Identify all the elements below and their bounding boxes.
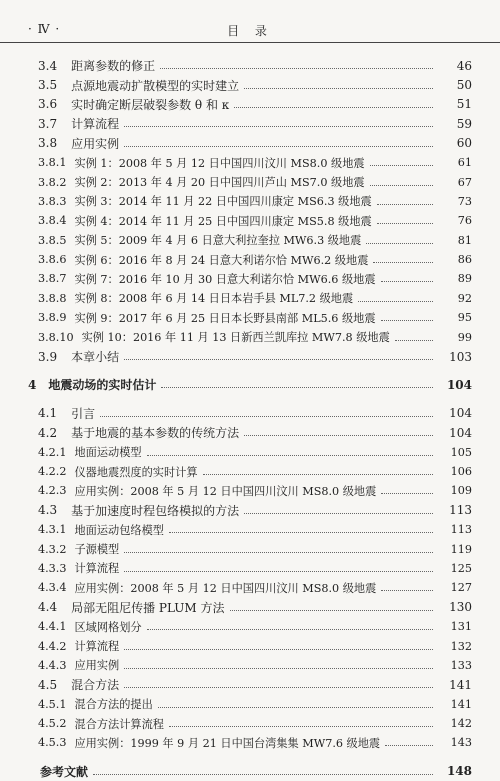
toc-entry-page: 73 <box>457 194 472 208</box>
dot-leader <box>169 726 433 727</box>
dot-leader <box>124 668 433 669</box>
toc-entry-page: 131 <box>450 620 472 634</box>
dot-leader <box>385 745 433 746</box>
dot-leader <box>373 262 433 263</box>
toc-entry-number: 3.8.1 <box>38 156 67 170</box>
toc-entry-number: 4.4.1 <box>38 620 67 634</box>
toc-entry-page: 127 <box>450 581 472 595</box>
toc-entry-title: 实例 4：2014 年 11 月 25 日中国四川康定 MS5.8 级地震 <box>74 214 372 228</box>
toc-entry[interactable] <box>0 327 500 346</box>
toc-entry[interactable] <box>0 269 500 288</box>
toc-entry[interactable] <box>0 95 500 114</box>
toc-entry-page: 148 <box>446 764 472 779</box>
toc-entry[interactable] <box>0 598 500 617</box>
toc-entry-number: 4.5.1 <box>38 697 67 711</box>
toc-entry-page: 130 <box>449 600 472 615</box>
toc-entry-title: 实例 5：2009 年 4 月 6 日意大利拉奎拉 MW6.3 级地震 <box>74 234 362 248</box>
toc-entry-title: 混合方法计算流程 <box>74 717 164 731</box>
dot-leader <box>124 649 433 650</box>
toc-entry-number: 3.8.2 <box>38 175 67 189</box>
toc-entry-title: 地震动场的实时估计 <box>48 378 157 393</box>
toc-entry-title: 基于加速度时程包络模拟的方法 <box>71 503 240 518</box>
toc-entry-title: 基于地震的基本参数的传统方法 <box>71 426 240 441</box>
toc-entry-title: 实例 2：2013 年 4 月 20 日中国四川芦山 MS7.0 级地震 <box>74 176 365 190</box>
dot-leader <box>100 416 433 417</box>
toc-entry-number: 4.4.3 <box>38 658 67 672</box>
toc-entry-number: 3.8 <box>38 136 58 151</box>
toc-entry-page: 103 <box>449 349 472 364</box>
toc-entry-number: 4.2.1 <box>38 445 67 459</box>
toc-entry-page: 113 <box>450 523 472 537</box>
toc-entry-page: 61 <box>457 156 472 170</box>
toc-entry-number: 3.7 <box>38 116 58 131</box>
page-header-title: 目 录 <box>227 24 273 38</box>
toc-entry-number: 4 <box>28 377 37 392</box>
toc-entry-number: 3.6 <box>38 97 58 112</box>
dot-leader <box>93 774 433 775</box>
toc-entry-page: 86 <box>457 253 472 267</box>
dot-leader <box>358 301 433 302</box>
toc-entry[interactable] <box>0 404 500 423</box>
toc-entry-title: 实例 10：2016 年 11 月 13 日新西兰凯库拉 MW7.8 级地震 <box>81 331 390 345</box>
toc-entry-number: 3.9 <box>38 349 58 364</box>
toc-entry-page: 106 <box>450 465 472 478</box>
toc-entry-number: 3.8.6 <box>38 253 67 267</box>
dot-leader <box>124 146 433 147</box>
toc-entry[interactable] <box>0 481 500 500</box>
toc-entry[interactable] <box>0 192 500 211</box>
toc-entry[interactable] <box>0 442 500 461</box>
toc-entry-title: 实例 9：2017 年 6 月 25 日日本长野县南部 ML5.6 级地震 <box>74 311 376 325</box>
toc-entry-number: 4.5 <box>38 677 58 692</box>
dot-leader <box>124 687 433 688</box>
toc-entry-number: 3.8.8 <box>38 291 67 305</box>
toc-entry-number: 3.4 <box>38 58 58 73</box>
toc-entry[interactable] <box>0 520 500 539</box>
dot-leader <box>158 707 433 708</box>
toc-entry-title: 仪器地震烈度的实时计算 <box>74 465 198 479</box>
toc-entry-title: 应用实例 <box>71 136 120 151</box>
toc-entry[interactable] <box>0 578 500 597</box>
toc-entry-title: 实例 1：2008 年 5 月 12 日中国四川汶川 MS8.0 级地震 <box>74 156 365 170</box>
toc-entry-page: 119 <box>450 542 472 556</box>
dot-leader <box>169 532 433 533</box>
dot-leader <box>160 68 433 69</box>
toc-entry-page: 89 <box>457 272 472 286</box>
page-number-roman: · Ⅳ · <box>28 22 61 36</box>
dot-leader <box>381 590 433 591</box>
toc-entry-number: 4.2 <box>38 425 58 440</box>
toc-entry[interactable] <box>0 539 500 558</box>
toc-entry-page: 104 <box>449 406 472 421</box>
toc-entry-title: 计算流程 <box>71 117 120 132</box>
toc-entry-page: 113 <box>449 503 472 518</box>
dot-leader <box>381 281 433 282</box>
toc-entry-number: 4.2.3 <box>38 484 67 498</box>
toc-entry-page: 133 <box>450 658 472 672</box>
toc-entry[interactable] <box>0 172 500 191</box>
toc-entry-page: 142 <box>450 717 472 731</box>
dot-leader <box>161 387 433 388</box>
toc-entry-page: 59 <box>456 116 472 131</box>
toc-entry-number: 4.4 <box>38 600 58 615</box>
toc-entry-page: 141 <box>449 677 472 692</box>
toc-entry-number: 3.8.5 <box>38 233 67 247</box>
toc-entry-page: 95 <box>457 311 472 325</box>
dot-leader <box>147 629 433 630</box>
toc-entry[interactable] <box>0 114 500 133</box>
toc-entry[interactable] <box>0 733 500 752</box>
dot-leader <box>381 493 433 494</box>
toc-entry[interactable] <box>0 153 500 172</box>
toc-entry-title: 应用实例：2008 年 5 月 12 日中国四川汶川 MS8.0 级地震 <box>74 484 377 498</box>
toc-entry-number: 4.4.2 <box>38 639 67 653</box>
toc-entry-title: 局部无阻尼传播 PLUM 方法 <box>71 600 225 615</box>
toc-entry-number: 4.3 <box>38 503 58 518</box>
dot-leader <box>124 126 433 127</box>
toc-entry-number: 3.8.10 <box>38 330 74 344</box>
toc-entry-title: 应用实例：1999 年 9 月 21 日中国台湾集集 MW7.6 级地震 <box>74 736 381 750</box>
toc-gap <box>0 753 500 762</box>
dot-leader <box>377 223 433 224</box>
page-header <box>0 20 500 43</box>
toc-entry[interactable] <box>0 675 500 694</box>
table-of-contents <box>0 56 500 781</box>
dot-leader <box>124 571 433 572</box>
toc-entry-page: 92 <box>457 291 472 305</box>
toc-entry-number: 3.8.7 <box>38 272 67 286</box>
toc-entry[interactable] <box>0 289 500 308</box>
dot-leader <box>147 455 433 456</box>
toc-entry-page: 141 <box>450 697 472 711</box>
toc-entry-page: 76 <box>457 214 472 228</box>
toc-entry-number: 4.1 <box>38 406 58 421</box>
toc-entry-title: 引言 <box>71 406 96 421</box>
toc-entry[interactable] <box>0 617 500 636</box>
toc-entry-title: 子源模型 <box>74 543 120 557</box>
toc-entry-title: 距离参数的修正 <box>71 59 156 74</box>
dot-leader <box>234 107 433 108</box>
toc-entry-title: 实例 8：2008 年 6 月 14 日日本岩手县 ML7.2 级地震 <box>74 292 354 306</box>
toc-entry-number: 3.8.4 <box>38 214 67 228</box>
toc-entry-page: 104 <box>446 377 472 392</box>
toc-entry[interactable] <box>0 211 500 230</box>
toc-entry-page: 46 <box>456 58 472 73</box>
dot-leader <box>395 340 433 341</box>
toc-entry-number: 3.8.9 <box>38 311 67 325</box>
dot-leader <box>244 513 433 514</box>
toc-entry-page: 50 <box>456 78 472 93</box>
toc-gap <box>0 366 500 375</box>
toc-entry[interactable] <box>0 134 500 153</box>
toc-entry[interactable] <box>0 636 500 655</box>
toc-entry[interactable] <box>0 308 500 327</box>
dot-leader <box>124 552 433 553</box>
toc-entry-number: 4.5.3 <box>38 736 67 750</box>
toc-entry-page: 105 <box>450 445 472 459</box>
toc-entry-title: 实例 6：2016 年 8 月 24 日意大利诺尔恰 MW6.2 级地震 <box>74 253 369 267</box>
toc-entry[interactable] <box>0 423 500 442</box>
dot-leader <box>377 204 433 205</box>
toc-entry[interactable] <box>0 347 500 366</box>
toc-entry-number: 4.3.2 <box>38 542 67 556</box>
toc-entry[interactable] <box>0 250 500 269</box>
toc-entry-title: 本章小结 <box>71 350 120 365</box>
toc-entry-page: 81 <box>457 233 472 247</box>
dot-leader <box>244 88 433 89</box>
toc-entry-number: 4.5.2 <box>38 717 67 731</box>
dot-leader <box>381 320 433 321</box>
toc-entry[interactable] <box>0 559 500 578</box>
toc-entry-number: 4.3.3 <box>38 561 67 575</box>
toc-entry-number: 3.5 <box>38 78 58 93</box>
toc-entry-page: 109 <box>450 484 472 498</box>
toc-entry-title: 计算流程 <box>74 562 120 576</box>
dot-leader <box>244 435 433 436</box>
toc-entry-title: 应用实例：2008 年 5 月 12 日中国四川汶川 MS8.0 级地震 <box>74 581 377 595</box>
toc-chapter-entry[interactable] <box>0 375 500 394</box>
toc-entry-page: 67 <box>457 175 472 189</box>
toc-entry-page: 60 <box>456 136 472 151</box>
toc-entry[interactable] <box>0 501 500 520</box>
toc-entry-title: 地面运动包络模型 <box>74 523 164 537</box>
toc-entry-title: 计算流程 <box>74 640 120 654</box>
toc-entry-page: 125 <box>450 561 472 575</box>
toc-entry[interactable] <box>0 75 500 94</box>
toc-entry-title: 应用实例 <box>74 659 120 673</box>
dot-leader <box>203 474 433 475</box>
toc-entry[interactable] <box>0 462 500 481</box>
toc-entry-title: 点源地震动扩散模型的实时建立 <box>71 78 240 93</box>
toc-entry-title: 区域网格划分 <box>74 620 142 634</box>
toc-entry[interactable] <box>0 656 500 675</box>
dot-leader <box>124 359 433 360</box>
toc-entry-title: 实例 3：2014 年 11 月 22 日中国四川康定 MS6.3 级地震 <box>74 195 372 209</box>
dot-leader <box>366 243 433 244</box>
toc-entry-number: 4.3.4 <box>38 581 67 595</box>
toc-entry[interactable] <box>0 714 500 733</box>
toc-entry-number: 3.8.3 <box>38 194 67 208</box>
toc-entry[interactable] <box>0 56 500 75</box>
toc-entry-title: 参考文献 <box>40 764 89 779</box>
toc-entry-page: 51 <box>456 97 472 112</box>
toc-entry-title: 实例 7：2016 年 10 月 30 日意大利诺尔恰 MW6.6 级地震 <box>74 272 376 286</box>
toc-chapter-entry[interactable] <box>0 762 500 781</box>
toc-entry-page: 99 <box>457 330 472 344</box>
toc-entry-title: 实时确定断层破裂参数 θ 和 κ <box>71 97 230 112</box>
toc-entry-page: 104 <box>449 425 472 440</box>
toc-entry-number: 4.3.1 <box>38 523 67 537</box>
toc-entry[interactable] <box>0 695 500 714</box>
dot-leader <box>370 185 433 186</box>
toc-entry-page: 132 <box>450 639 472 653</box>
toc-gap <box>0 395 500 404</box>
toc-entry-title: 地面运动模型 <box>74 446 142 460</box>
dot-leader <box>370 165 433 166</box>
toc-entry[interactable] <box>0 231 500 250</box>
toc-entry-title: 混合方法的提出 <box>74 698 153 712</box>
dot-leader <box>230 610 433 611</box>
toc-entry-number: 4.2.2 <box>38 465 67 478</box>
toc-entry-title: 混合方法 <box>71 678 120 693</box>
toc-entry-page: 143 <box>450 736 472 750</box>
